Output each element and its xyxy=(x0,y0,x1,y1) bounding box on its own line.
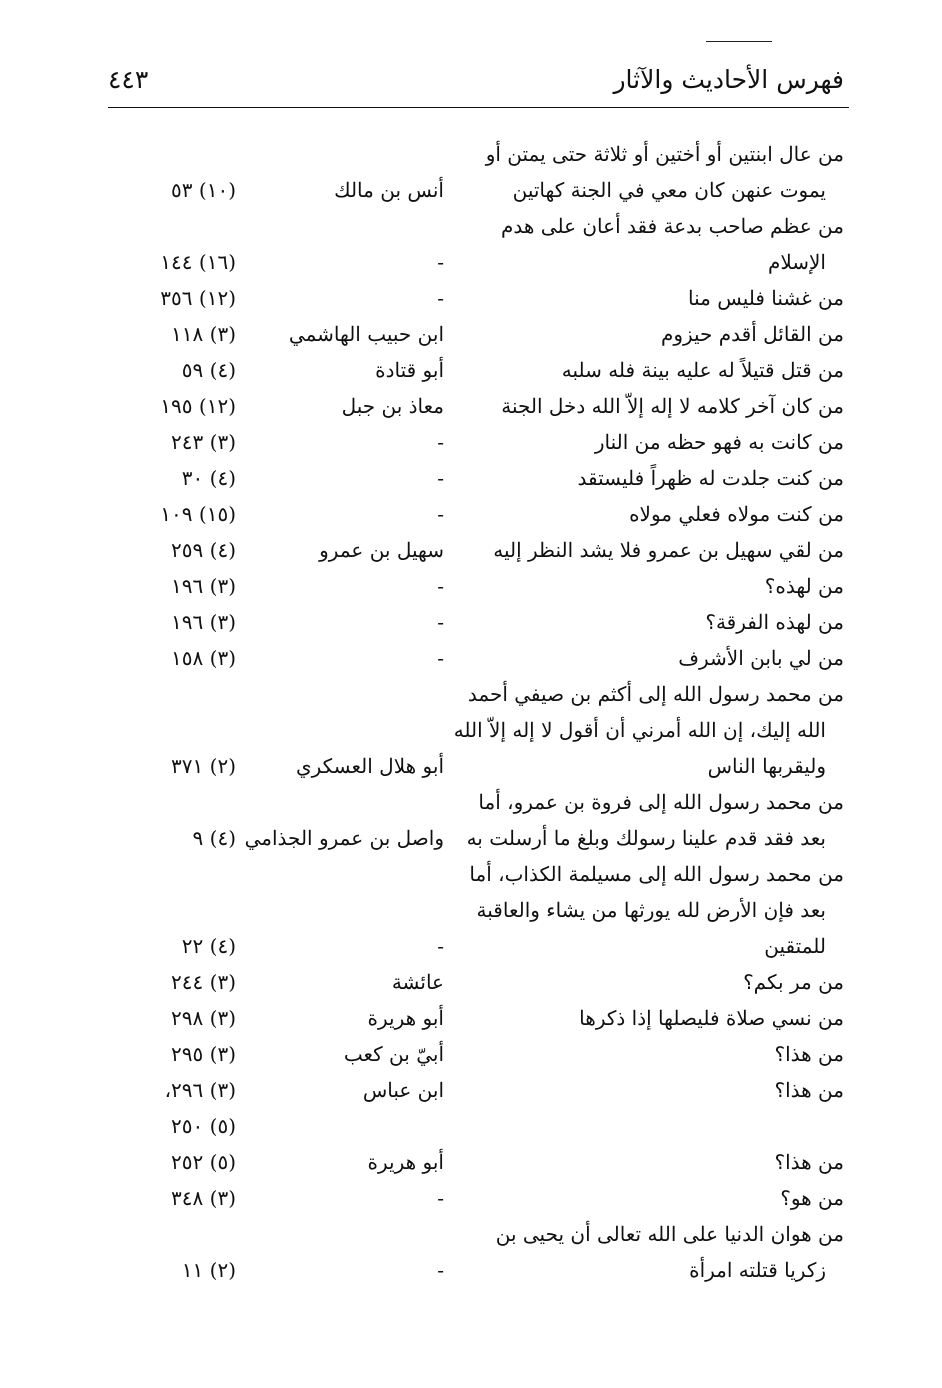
index-entry xyxy=(0,676,942,712)
hadith-text: من لهذه الفرقة؟ xyxy=(705,610,844,634)
hadith-text: من كان آخر كلامه لا إله إلاّ الله دخل الجنة xyxy=(501,394,844,418)
narrator-name: ابن حبيب الهاشمي xyxy=(288,322,444,346)
narrator-name: أنس بن مالك xyxy=(334,178,444,202)
narrator-name: عائشة xyxy=(391,970,444,994)
hadith-text: من قتل قتيلاً له عليه بينة فله سلبه xyxy=(561,358,844,382)
hadith-text: من هوان الدنيا على الله تعالى أن يحيى بن xyxy=(495,1222,844,1246)
hadith-text: من كنت مولاه فعلي مولاه xyxy=(629,502,844,526)
narrator-name: - xyxy=(437,610,444,634)
index-entry xyxy=(0,244,942,280)
narrator-name: - xyxy=(437,502,444,526)
hadith-text: من هو؟ xyxy=(780,1186,844,1210)
hadith-text: الله إليك، إن الله أمرني أن أقول لا إله إلاّ الله xyxy=(453,718,826,742)
page-reference: (٤) ٥٩ xyxy=(181,358,236,382)
index-entry xyxy=(0,604,942,640)
header-rule xyxy=(108,107,849,108)
page-reference: (١٢) ٣٥٦ xyxy=(160,286,236,310)
hadith-text: من غشنا فليس منا xyxy=(688,286,844,310)
page-reference: (٣) ٣٤٨ xyxy=(171,1186,236,1210)
page-reference: (٥) ٢٥٠ xyxy=(171,1114,236,1138)
hadith-text: من كانت به فهو حظه من النار xyxy=(594,430,844,454)
hadith-text: من هذا؟ xyxy=(774,1078,844,1102)
hadith-text: الإسلام xyxy=(767,250,826,274)
hadith-text: يموت عنهن كان معي في الجنة كهاتين xyxy=(512,178,826,202)
page-reference: (٣) ٢٩٨ xyxy=(171,1006,236,1030)
index-entry xyxy=(0,1108,942,1144)
index-entry xyxy=(0,424,942,460)
narrator-name: ابن عباس xyxy=(362,1078,444,1102)
page-reference: (٣) ١٩٦ xyxy=(171,610,236,634)
hadith-text: بعد فقد قدم علينا رسولك وبلغ ما أرسلت به xyxy=(466,826,826,850)
page-reference: (١٢) ١٩٥ xyxy=(160,394,236,418)
page-reference: (٣) ٢٩٥ xyxy=(171,1042,236,1066)
narrator-name: - xyxy=(437,1186,444,1210)
page-reference: (٥) ٢٥٢ xyxy=(171,1150,236,1174)
index-entry xyxy=(0,1180,942,1216)
hadith-text: من محمد رسول الله إلى أكثم بن صيفي أحمد xyxy=(467,682,844,706)
narrator-name: - xyxy=(437,574,444,598)
hadith-text: من محمد رسول الله إلى فروة بن عمرو، أما xyxy=(478,790,844,814)
index-entry xyxy=(0,1036,942,1072)
hadith-index-list xyxy=(0,136,942,1288)
index-entry xyxy=(0,460,942,496)
page-reference: (٤) ٣٠ xyxy=(181,466,236,490)
narrator-name: - xyxy=(437,646,444,670)
hadith-text: بعد فإن الأرض لله يورثها من يشاء والعاقبة xyxy=(476,898,826,922)
narrator-name: - xyxy=(437,286,444,310)
narrator-name: - xyxy=(437,934,444,958)
page-reference: (٤) ٢٥٩ xyxy=(171,538,236,562)
page-number: ٤٤٣ xyxy=(108,65,149,94)
narrator-name: واصل بن عمرو الجذامي xyxy=(244,826,444,850)
page-reference: (١٥) ١٠٩ xyxy=(160,502,236,526)
narrator-name: أبو هريرة xyxy=(367,1150,444,1174)
top-decorative-line xyxy=(706,41,772,42)
narrator-name: - xyxy=(437,430,444,454)
index-entry xyxy=(0,280,942,316)
index-entry xyxy=(0,964,942,1000)
hadith-text: من لقي سهيل بن عمرو فلا يشد النظر إليه xyxy=(493,538,844,562)
page-reference: (٤) ٢٢ xyxy=(181,934,236,958)
narrator-name: - xyxy=(437,250,444,274)
index-entry xyxy=(0,820,942,856)
page-reference: (٣) ٢٤٤ xyxy=(171,970,236,994)
index-entry xyxy=(0,388,942,424)
index-entry xyxy=(0,208,942,244)
index-entry xyxy=(0,568,942,604)
index-entry xyxy=(0,748,942,784)
index-entry xyxy=(0,1144,942,1180)
hadith-text: من عظم صاحب بدعة فقد أعان على هدم xyxy=(501,214,844,238)
page-reference: (٢) ١١ xyxy=(181,1258,236,1282)
page-reference: (٣) ١٥٨ xyxy=(171,646,236,670)
hadith-text: من لهذه؟ xyxy=(764,574,844,598)
running-title: فهرس الأحاديث والآثار xyxy=(613,65,844,94)
index-entry xyxy=(0,172,942,208)
hadith-text: من القائل أقدم حيزوم xyxy=(660,322,844,346)
hadith-text: من كنت جلدت له ظهراً فليستقد xyxy=(577,466,844,490)
narrator-name: أبو هلال العسكري xyxy=(295,754,444,778)
index-entry xyxy=(0,1000,942,1036)
hadith-text: زكريا قتلته امرأة xyxy=(689,1258,826,1282)
narrator-name: سهيل بن عمرو xyxy=(319,538,444,562)
index-entry xyxy=(0,1252,942,1288)
page-reference: (٣) ١١٨ xyxy=(171,322,236,346)
hadith-text: من عال ابنتين أو أختين أو ثلاثة حتى يمتن أو xyxy=(485,142,844,166)
index-entry xyxy=(0,496,942,532)
hadith-text: من مر بكم؟ xyxy=(743,970,844,994)
index-entry xyxy=(0,532,942,568)
index-entry xyxy=(0,1072,942,1108)
index-entry xyxy=(0,784,942,820)
page-reference: (٢) ٣٧١ xyxy=(171,754,236,778)
narrator-name: معاذ بن جبل xyxy=(341,394,444,418)
index-entry xyxy=(0,640,942,676)
index-entry xyxy=(0,712,942,748)
page-reference: (١٠) ٥٣ xyxy=(171,178,236,202)
hadith-text: من لي بابن الأشرف xyxy=(678,646,844,670)
page-reference: (٤) ٩ xyxy=(192,826,236,850)
index-entry xyxy=(0,316,942,352)
page-reference: (١٦) ١٤٤ xyxy=(160,250,236,274)
hadith-text: من هذا؟ xyxy=(774,1150,844,1174)
page-reference: (٣) ٢٩٦، xyxy=(164,1078,236,1102)
index-entry xyxy=(0,928,942,964)
narrator-name: أبو هريرة xyxy=(367,1006,444,1030)
hadith-text: وليقربها الناس xyxy=(707,754,826,778)
index-entry xyxy=(0,352,942,388)
narrator-name: أبيّ بن كعب xyxy=(343,1042,444,1066)
narrator-name: - xyxy=(437,1258,444,1282)
narrator-name: أبو قتادة xyxy=(375,358,444,382)
page-reference: (٣) ١٩٦ xyxy=(171,574,236,598)
hadith-text: من محمد رسول الله إلى مسيلمة الكذاب، أما xyxy=(469,862,844,886)
hadith-text: من نسي صلاة فليصلها إذا ذكرها xyxy=(579,1006,844,1030)
index-entry xyxy=(0,136,942,172)
narrator-name: - xyxy=(437,466,444,490)
index-entry xyxy=(0,1216,942,1252)
hadith-text: من هذا؟ xyxy=(774,1042,844,1066)
index-entry xyxy=(0,892,942,928)
page-reference: (٣) ٢٤٣ xyxy=(171,430,236,454)
index-entry xyxy=(0,856,942,892)
hadith-text: للمتقين xyxy=(764,934,826,958)
